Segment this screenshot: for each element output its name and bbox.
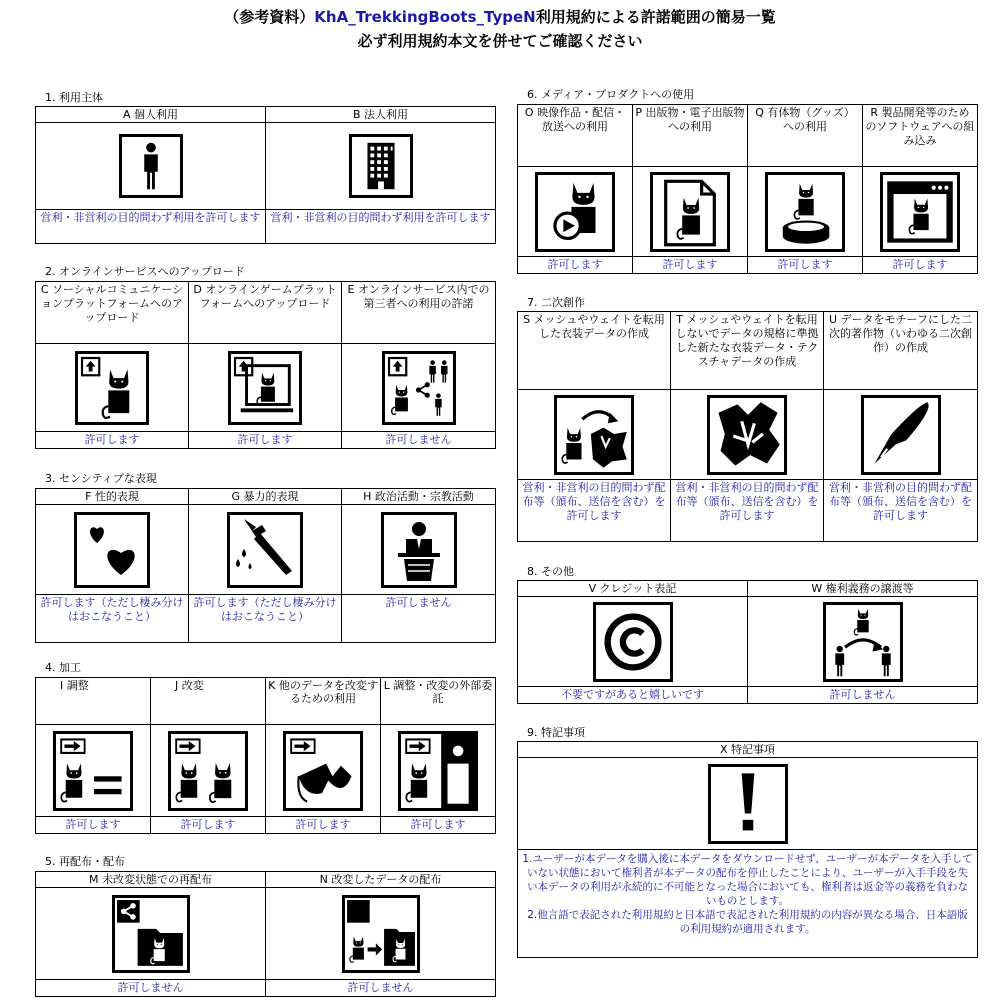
item-r-label: R 製品開発等のためのソフトウェアへの組み込み	[863, 105, 978, 167]
item-j-label: J 改変	[151, 678, 266, 725]
item-c-label: C ソーシャルコミュニケーションプラットフォームへのアップロード	[36, 282, 189, 344]
item-p-permission: 許可します	[633, 257, 748, 274]
item-u-label: U データをモチーフにした二次的著作物（いわゆる二次創作）の作成	[824, 312, 978, 390]
section-2-table	[35, 281, 496, 449]
section-5-heading: 5. 再配布・配布	[45, 855, 125, 868]
section-9-table	[517, 741, 978, 958]
item-h-permission: 許可しません	[342, 595, 496, 643]
title-prefix: （参考資料）	[224, 8, 315, 26]
person-icon	[119, 134, 183, 198]
item-b-label: B 法人利用	[266, 107, 496, 123]
building-icon	[349, 134, 413, 198]
note-1: 1.ユーザーが本データを購入後に本データをダウンロードせず、ユーザーが本データを入手していない状態において権利者が本データの配布を停止したことにより、ユーザーが入手手段を失い本データの利用が永続的に不可能となった場合においても、権利者は返金等の義務を負わないものとします。	[522, 853, 973, 907]
item-w-permission: 許可しません	[748, 687, 978, 704]
section-8-table	[517, 580, 978, 704]
item-k-label: K 他のデータを改変するための利用	[266, 678, 381, 725]
section-9-heading: 9. 特記事項	[527, 726, 585, 739]
upload-game-icon	[228, 351, 302, 425]
section-8-heading: 8. その他	[527, 565, 574, 578]
item-s-label: S メッシュやウェイトを転用した衣装データの作成	[518, 312, 671, 390]
section-6-heading: 6. メディア・プロダクトへの使用	[527, 88, 695, 101]
item-s-permission: 営利・非営利の目的問わず配布等（頒布、送信を含む）を許可します	[518, 480, 671, 542]
item-f-permission: 許可します（ただし棲み分けはおこなうこと）	[36, 595, 189, 643]
item-n-label: N 改変したデータの配布	[266, 872, 496, 888]
item-q-label: Q 有体物（グッズ）への利用	[748, 105, 863, 167]
upload-cat-icon	[75, 351, 149, 425]
item-t-permission: 営利・非営利の目的問わず配布等（頒布、送信を含む）を許可します	[671, 480, 824, 542]
item-m-label: M 未改変状態での再配布	[36, 872, 266, 888]
modify-icon	[168, 731, 248, 811]
item-t-label: T メッシュやウェイトを転用しないでデータの規格に準拠した新たな衣装データ・テクスチャデータの作成	[671, 312, 824, 390]
costume-convert-icon	[554, 395, 634, 475]
distribute-modified-icon	[342, 895, 420, 973]
publication-icon	[650, 172, 730, 252]
item-c-permission: 許可します	[36, 432, 189, 449]
section-4-heading: 4. 加工	[45, 661, 81, 674]
section-4-table	[35, 677, 496, 834]
page-subtitle: 必ず利用規約本文を併せてご確認ください	[357, 32, 643, 50]
title-suffix: 利用規約による許諾範囲の簡易一覧	[535, 8, 776, 26]
item-d-permission: 許可します	[189, 432, 342, 449]
item-q-permission: 許可します	[748, 257, 863, 274]
item-m-permission: 許可しません	[36, 980, 266, 997]
item-o-permission: 許可します	[518, 257, 633, 274]
transfer-icon	[823, 602, 903, 682]
item-n-permission: 許可しません	[266, 980, 496, 997]
video-icon	[535, 172, 615, 252]
share-third-party-icon	[382, 351, 456, 425]
item-h-label: H 政治活動・宗教活動	[342, 489, 496, 505]
section-2-heading: 2. オンラインサービスへのアップロード	[45, 265, 245, 278]
section-1-table	[35, 106, 496, 244]
podium-icon	[381, 512, 457, 588]
section-6-table	[517, 104, 978, 274]
new-costume-icon	[707, 395, 787, 475]
knife-icon	[227, 512, 303, 588]
item-b-permission: 営利・非営利の目的問わず利用を許可します	[266, 210, 496, 244]
item-k-permission: 許可します	[266, 817, 381, 834]
section-3-table	[35, 488, 496, 643]
copyright-icon	[593, 602, 673, 682]
item-d-label: D オンラインゲームプラットフォームへのアップロード	[189, 282, 342, 344]
hearts-icon	[74, 512, 150, 588]
item-u-permission: 営利・非営利の目的問わず配布等（頒布、送信を含む）を許可します	[824, 480, 978, 542]
note-2: 2.他言語で表記された利用規約と日本語で表記された利用規約の内容が異なる場合、日本語版の利用規約が適用されます。	[527, 909, 968, 935]
section-1-heading: 1. 利用主体	[45, 91, 103, 104]
item-e-permission: 許可しません	[342, 432, 496, 449]
item-l-permission: 許可します	[381, 817, 496, 834]
page-title	[0, 6, 1000, 27]
item-p-label: P 出版物・電子出版物への利用	[633, 105, 748, 167]
item-i-label: I 調整	[36, 678, 151, 725]
section-7-table	[517, 311, 978, 542]
item-f-label: F 性的表現	[36, 489, 189, 505]
item-v-permission: 不要ですがあると嬉しいです	[518, 687, 748, 704]
item-i-permission: 許可します	[36, 817, 151, 834]
item-g-label: G 暴力的表現	[189, 489, 342, 505]
redistribute-icon	[112, 895, 190, 973]
item-j-permission: 許可します	[151, 817, 266, 834]
pen-icon	[861, 395, 941, 475]
item-r-permission: 許可します	[863, 257, 978, 274]
section-5-table	[35, 871, 496, 997]
item-a-label: A 個人利用	[36, 107, 266, 123]
modify-other-icon	[283, 731, 363, 811]
section-3-heading: 3. センシティブな表現	[45, 472, 157, 485]
product-name: KhA_TrekkingBoots_TypeN	[314, 8, 536, 26]
outsource-icon	[398, 731, 478, 811]
item-a-permission: 営利・非営利の目的問わず利用を許可します	[36, 210, 266, 244]
software-icon	[880, 172, 960, 252]
item-e-label: E オンラインサービス内での第三者への利用の許諾	[342, 282, 496, 344]
item-x-label: X 特記事項	[518, 742, 978, 758]
section-7-heading: 7. 二次創作	[527, 296, 585, 309]
item-v-label: V クレジット表記	[518, 581, 748, 597]
item-l-label: L 調整・改変の外部委託	[381, 678, 496, 725]
item-g-permission: 許可します（ただし棲み分けはおこなうこと）	[189, 595, 342, 643]
exclamation-icon	[708, 764, 788, 844]
item-o-label: O 映像作品・配信・放送への利用	[518, 105, 633, 167]
item-w-label: W 権利義務の譲渡等	[748, 581, 978, 597]
adjust-icon	[53, 731, 133, 811]
special-notes	[518, 850, 978, 958]
goods-icon	[765, 172, 845, 252]
